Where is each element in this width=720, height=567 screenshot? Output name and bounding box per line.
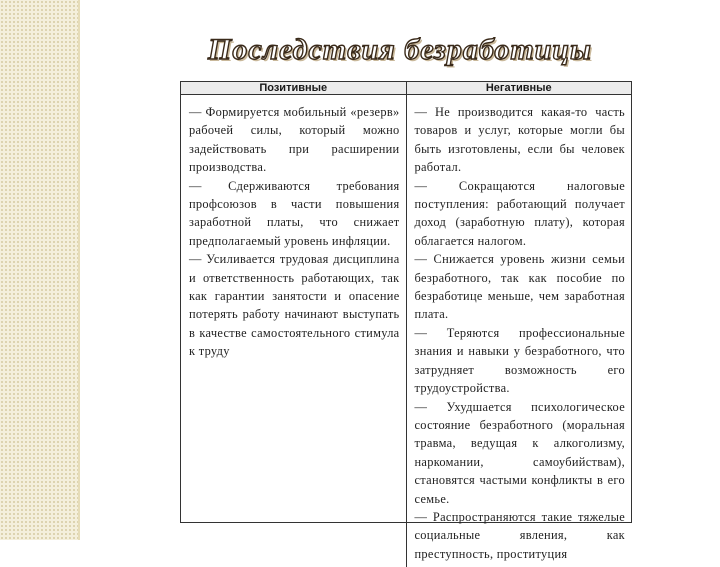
negative-column-cell [406, 95, 632, 567]
positive-column-cell [181, 95, 406, 567]
negative-item: — Сокращаются налоговые поступления: работающий получает доход (заработную плату), которая облагается налогом. [414, 178, 625, 248]
negative-item: — Ухудшается психологическое состояние безработного (моральная травма, ведущая к алкоголизму, наркомании, самоубийствам), становятся частыми конфликты в его семье. [414, 399, 625, 506]
table-body-row [181, 95, 631, 567]
negative-item: — Не производится какая-то часть товаров и услуг, которые могли бы быть изготовлены, если бы человек работал. [414, 105, 625, 175]
negative-item: — Распространяются такие тяжелые социальные явления, как преступность, проституция [414, 509, 625, 561]
positive-item: — Формируется мобильный «резерв» рабочей силы, который можно задействовать при расширении производства. [189, 105, 400, 175]
decorative-side-strip [0, 0, 80, 540]
negative-column-header: Негативные [406, 82, 632, 94]
negative-item: — Теряются профессиональные знания и навыки у безработного, что затрудняет возможность его трудоустройства. [414, 325, 625, 396]
negative-item: — Снижается уровень жизни семьи безработного, так как пособие по безработице меньше, чем заработная плата. [414, 252, 625, 322]
positive-item: — Сдерживаются требования профсоюзов в части повышения заработной платы, что снижает предполагаемый уровень инфляции. [189, 178, 400, 248]
consequences-table [180, 81, 632, 561]
positive-column-header: Позитивные [259, 82, 328, 94]
positive-item: — Усиливается трудовая дисциплина и ответственность работающих, так как гарантии занятости и опасение потерять работу начинают выступать в качестве самостоятельного стимула к труду [189, 252, 400, 359]
table-header-row [181, 82, 631, 95]
slide-title: Последствия безработицы [208, 33, 592, 66]
